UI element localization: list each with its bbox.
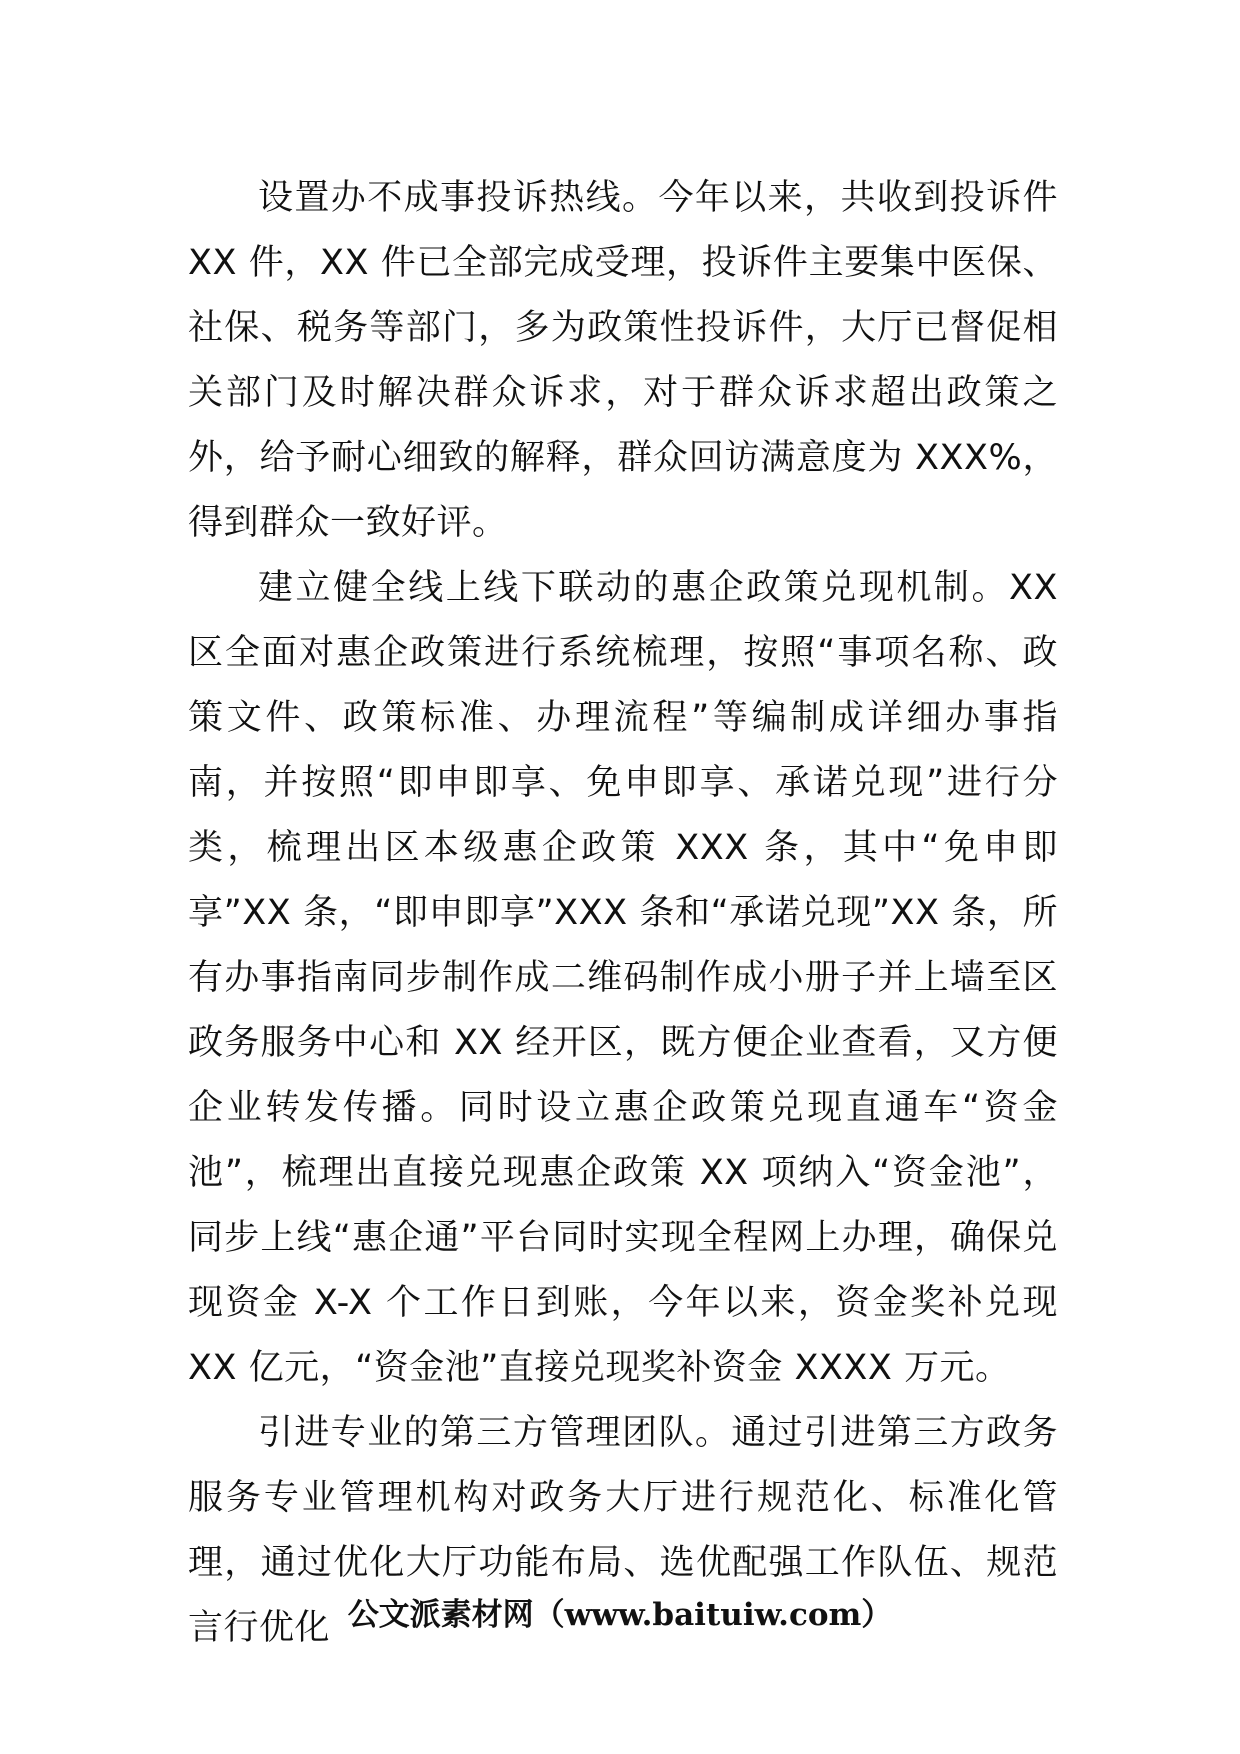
footer-watermark: 公文派素材网（www.baituiw.com） — [347, 1597, 893, 1633]
document-body — [188, 166, 1058, 1661]
paragraph-complaint-hotline: 设置办不成事投诉热线。今年以来，共收到投诉件 XX 件，XX 件已全部完成受理，投诉件主要集中医保、社保、税务等部门，多为政策性投诉件，大厅已督促相关部门及时解决群众诉求，对于群众诉求超出政策之外，给予耐心细致的解释，群众回访满意度为 XXX%，得到群众一致好评。 — [188, 178, 1058, 543]
paragraph-policy-mechanism: 建立健全线上线下联动的惠企政策兑现机制。XX 区全面对惠企政策进行系统梳理，按照“事项名称、政策文件、政策标准、办理流程”等编制成详细办事指南，并按照“即申即享、免申即享、承诺兑现”进行分类，梳理出区本级惠企政策 XXX 条，其中“免申即享”XX 条，“即申即享”XXX 条和“承诺兑现”XX 条，所有办事指南同步制作成二维码制作成小册子并上墙至区政务服务中心和 XX 经开区，既方便企业查看，又方便企业转发传播。同时设立惠企政策兑现直通车“资金池”，梳理出直接兑现惠企政策 XX 项纳入“资金池”，同步上线“惠企通”平台同时实现全程网上办理，确保兑现资金 X-X 个工作日到账，今年以来，资金奖补兑现 XX 亿元，“资金池”直接兑现奖补资金 XXXX 万元。 — [188, 568, 1058, 1388]
paragraph-third-party-team: 引进专业的第三方管理团队。通过引进第三方政务服务专业管理机构对政务大厅进行规范化、标准化管理，通过优化大厅功能布局、选优配强工作队伍、规范言行优化 — [188, 1413, 1058, 1648]
